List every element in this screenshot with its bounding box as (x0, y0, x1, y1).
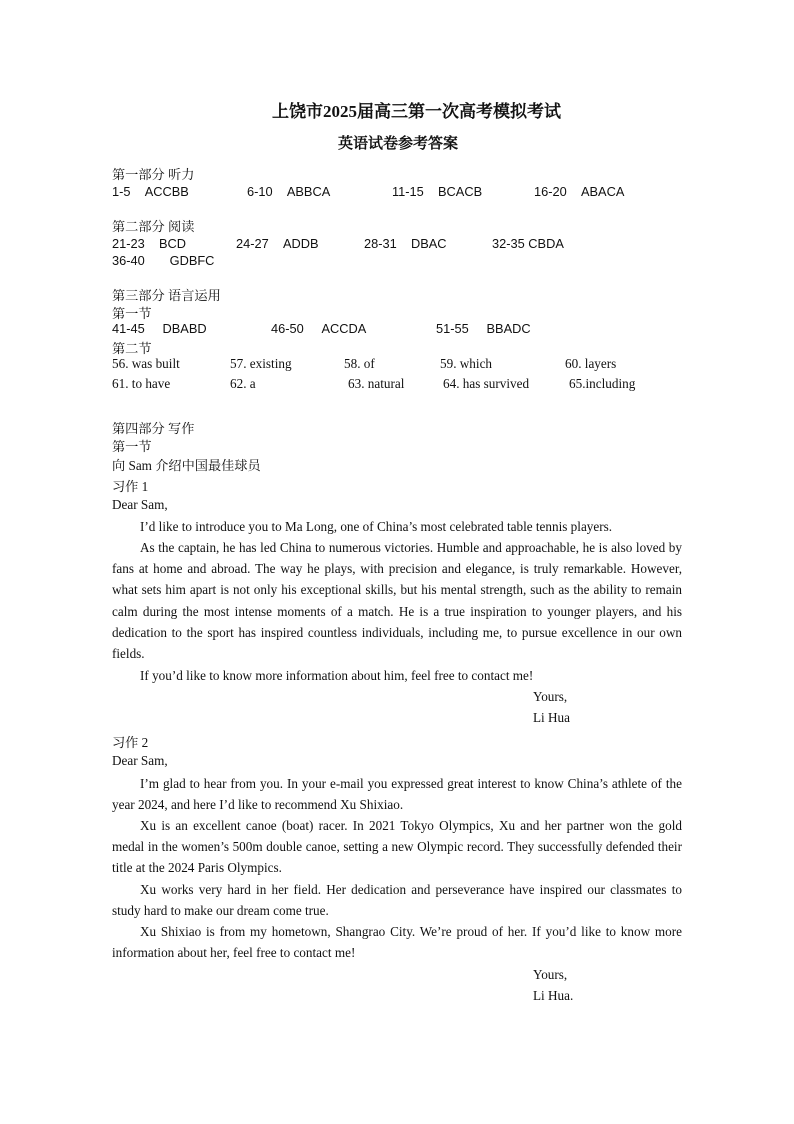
essay-signature: Li Hua (533, 710, 570, 725)
answer-group: 51-55 BBADC (436, 321, 531, 336)
essay-paragraph: As the captain, he has led China to numerous victories. Humble and approachable, he is also loved by fans at home and abroad. The way he plays, with precision and elegance, is truly remarkable. However, what sets him apart is not only his exceptional skills, but his mental strength, such as the ability to remain calm during the most intense moments of a match. He is a true inspiration to younger players, and his dedication to the sport has inspired countless individuals, including me, to pursue excellence in our own fields. (112, 540, 682, 662)
fill-answer: 57. existing (230, 356, 292, 371)
section-label: 第二节 (112, 341, 152, 356)
section-label: 第一节 (112, 439, 152, 454)
essay-greeting: Dear Sam, (112, 753, 168, 768)
answer-group: 11-15 BCACB (392, 184, 483, 199)
page-subtitle: 英语试卷参考答案 (338, 136, 459, 152)
fill-answer: 62. a (230, 376, 256, 391)
fill-answer: 63. natural (348, 376, 405, 391)
part1-heading: 第一部分 听力 (112, 167, 195, 182)
part2-heading: 第二部分 阅读 (112, 219, 195, 234)
answer-group: 16-20 ABACA (534, 184, 625, 199)
answer-group: 46-50 ACCDA (271, 321, 367, 336)
essay-closing: Yours, (533, 967, 568, 982)
fill-answer: 60. layers (565, 356, 617, 371)
answer-group: 1-5 ACCBB (112, 184, 189, 199)
answer-group: 6-10 ABBCA (247, 184, 331, 199)
essay-paragraph: Xu Shixiao is from my hometown, Shangrao City. We’re proud of her. If you’d like to know more information about her, feel free to contact me! (112, 924, 682, 961)
essay-paragraph: Xu works very hard in her field. Her dedication and perseverance have inspired our classmates to study hard to make our dream come true. (112, 882, 682, 919)
answer-group: 28-31 DBAC (364, 236, 447, 251)
essay-paragraph: If you’d like to know more information about him, feel free to contact me! (140, 668, 534, 683)
page-title: 上饶市2025届高三第一次高考模拟考试 (272, 102, 561, 121)
part3-heading: 第三部分 语言运用 (112, 288, 221, 303)
fill-answer: 61. to have (112, 376, 171, 391)
fill-answer: 59. which (440, 356, 493, 371)
fill-answer: 65.including (569, 376, 636, 391)
essay-signature: Li Hua. (533, 988, 574, 1003)
answer-group: 36-40 GDBFC (112, 253, 215, 268)
answer-group: 41-45 DBABD (112, 321, 207, 336)
writing-task: 向 Sam 介绍中国最佳球员 (112, 458, 261, 473)
answer-group: 32-35 CBDA (492, 236, 564, 251)
fill-answer: 58. of (344, 356, 375, 371)
fill-answer: 56. was built (112, 356, 180, 371)
essay-label: 习作 1 (112, 479, 149, 494)
fill-answer: 64. has survived (443, 376, 530, 391)
essay-label: 习作 2 (112, 735, 149, 750)
essay-greeting: Dear Sam, (112, 497, 168, 512)
essay-closing: Yours, (533, 689, 568, 704)
part4-heading: 第四部分 写作 (112, 421, 195, 436)
essay-paragraph: I’d like to introduce you to Ma Long, one of China’s most celebrated table tennis players. (140, 519, 613, 534)
essay-paragraph: I’m glad to hear from you. In your e-mail you expressed great interest to know China’s athlete of the year 2024, and here I’d like to recommend Xu Shixiao. (112, 776, 682, 813)
answer-group: 24-27 ADDB (236, 236, 319, 251)
essay-paragraph: Xu is an excellent canoe (boat) racer. In 2021 Tokyo Olympics, Xu and her partner won the gold medal in the women’s 500m double canoe, setting a new Olympic record. They successfully defended their title at the 2024 Paris Olympics. (112, 818, 682, 876)
section-label: 第一节 (112, 306, 152, 321)
answer-group: 21-23 BCD (112, 236, 186, 251)
